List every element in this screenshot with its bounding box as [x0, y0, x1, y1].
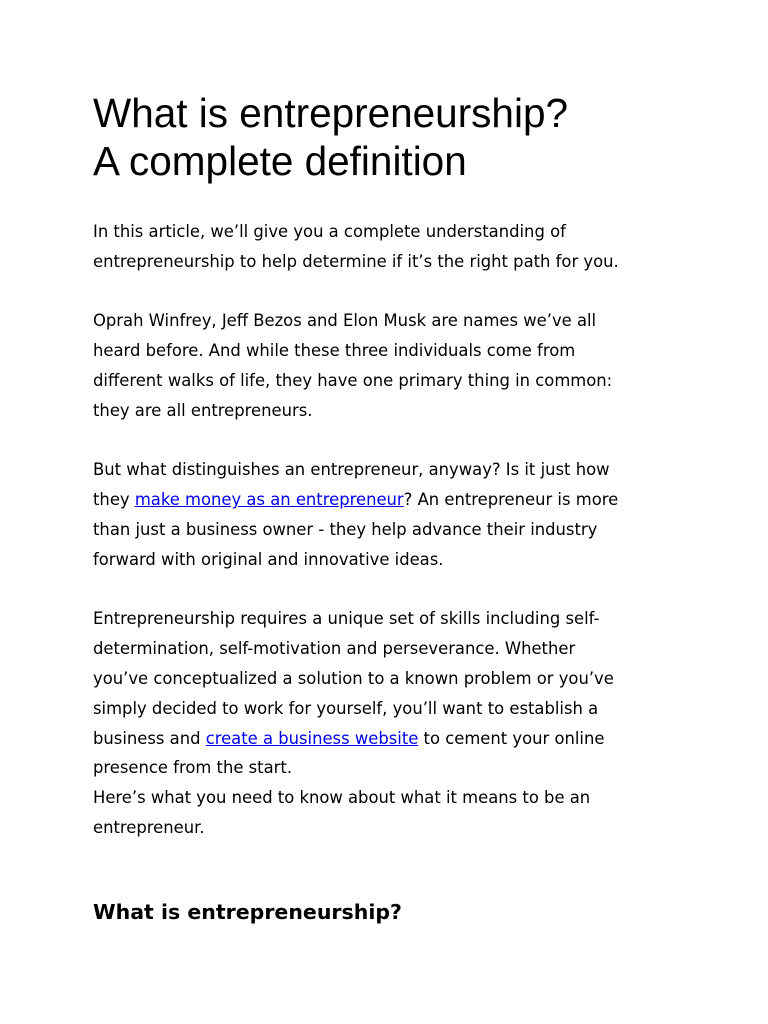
para3-line-2-after: ? An entrepreneur is more [403, 490, 619, 510]
para2-line-2: heard before. And while these three individuals come from [93, 341, 576, 361]
para3-line-4: forward with original and innovative ideas. [93, 549, 444, 569]
para2-line-1: Oprah Winfrey, Jeff Bezos and Elon Musk are names we’ve all [93, 311, 597, 331]
paragraph-famous-entrepreneurs [93, 306, 693, 425]
create-website-link[interactable]: create a business website [205, 728, 419, 748]
para4-line-5 [93, 724, 693, 754]
paragraph-what-distinguishes [93, 455, 693, 574]
para4-line-7: Here’s what you need to know about what it means to be an [93, 788, 591, 808]
para4-line-3: you’ve conceptualized a solution to a known problem or you’ve [93, 668, 614, 688]
para4-line-6: presence from the start. [93, 758, 293, 778]
page-title [93, 89, 693, 185]
intro-line-2: entrepreneurship to help determine if it’s the right path for you. [93, 251, 619, 271]
para2-line-3: different walks of life, they have one primary thing in common: [93, 370, 613, 390]
article [93, 89, 693, 926]
para4-line-2: determination, self-motivation and perseverance. Whether [93, 639, 576, 659]
page-title-line-2: A complete definition [93, 138, 467, 184]
page-title-line-1: What is entrepreneurship? [93, 90, 569, 136]
para3-line-1: But what distinguishes an entrepreneur, anyway? Is it just how [93, 460, 610, 480]
para4-line-5-after: to cement your online [418, 728, 605, 748]
para3-line-2 [93, 485, 693, 515]
intro-line-1: In this article, we’ll give you a complete understanding of [93, 222, 566, 241]
intro-paragraph [93, 217, 693, 277]
para3-line-2-before: they [93, 490, 135, 510]
paragraph-skills [93, 604, 693, 842]
section-heading: What is entrepreneurship? [93, 899, 402, 924]
para2-line-4: they are all entrepreneurs. [93, 400, 313, 420]
para4-line-5-before: business and [93, 728, 206, 748]
para4-line-1: Entrepreneurship requires a unique set of skills including self- [93, 609, 600, 629]
para4-line-4: simply decided to work for yourself, you’ll want to establish a [93, 698, 599, 718]
make-money-link[interactable]: make money as an entrepreneur [134, 490, 404, 510]
para3-line-3: than just a business owner - they help advance their industry [93, 519, 598, 539]
para4-line-8: entrepreneur. [93, 817, 205, 837]
